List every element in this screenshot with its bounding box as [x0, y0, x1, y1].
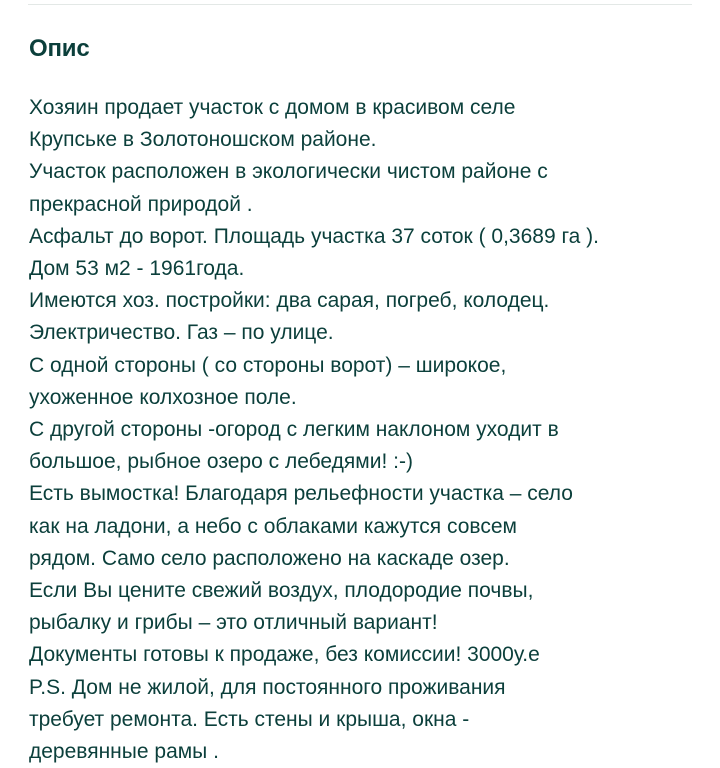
description-line: Электричество. Газ – по улице.: [29, 321, 334, 345]
description-line: как на ладони, а небо с облаками кажутся совсем: [29, 514, 517, 538]
description-line: рыбалку и грибы – это отличный вариант!: [29, 611, 438, 635]
description-line: P.S. Дом не жилой, для постоянного проживания: [29, 675, 506, 699]
description-line: ухоженное колхозное поле.: [29, 385, 297, 409]
description-line: рядом. Само село расположено на каскаде озер.: [29, 546, 510, 570]
description-line: С другой стороны -огород с легким наклоном уходит в: [29, 418, 559, 442]
description-line: Асфальт до ворот. Площадь участка 37 соток ( 0,3689 га ).: [29, 224, 600, 248]
description-line: Крупське в Золотоношском районе.: [29, 128, 377, 152]
description-line: Дом 53 м2 - 1961года.: [29, 257, 245, 281]
description-line: деревянные рамы .: [29, 740, 219, 764]
description-line: Есть вымостка! Благодаря рельефности участка – село: [29, 482, 573, 506]
description-line: Участок расположен в экологически чистом районе с: [29, 160, 548, 184]
description-line: прекрасной природой .: [29, 192, 253, 216]
description-line: Имеются хоз. постройки: два сарая, погреб, колодец.: [29, 289, 550, 313]
description-line: Документы готовы к продаже, без комиссии! 3000у.е: [29, 643, 540, 667]
description-line: С одной стороны ( со стороны ворот) – широкое,: [29, 353, 507, 377]
description-line: требует ремонта. Есть стены и крыша, окна -: [29, 707, 470, 731]
top-divider: [28, 4, 692, 5]
description-line: Если Вы цените свежий воздух, плодородие почвы,: [29, 579, 534, 603]
description-text: [29, 92, 699, 768]
description-line: Хозяин продает участок с домом в красивом селе: [29, 96, 516, 119]
description-line: большое, рыбное озеро с лебедями! :-): [29, 450, 413, 474]
section-title: Опис: [29, 35, 90, 62]
